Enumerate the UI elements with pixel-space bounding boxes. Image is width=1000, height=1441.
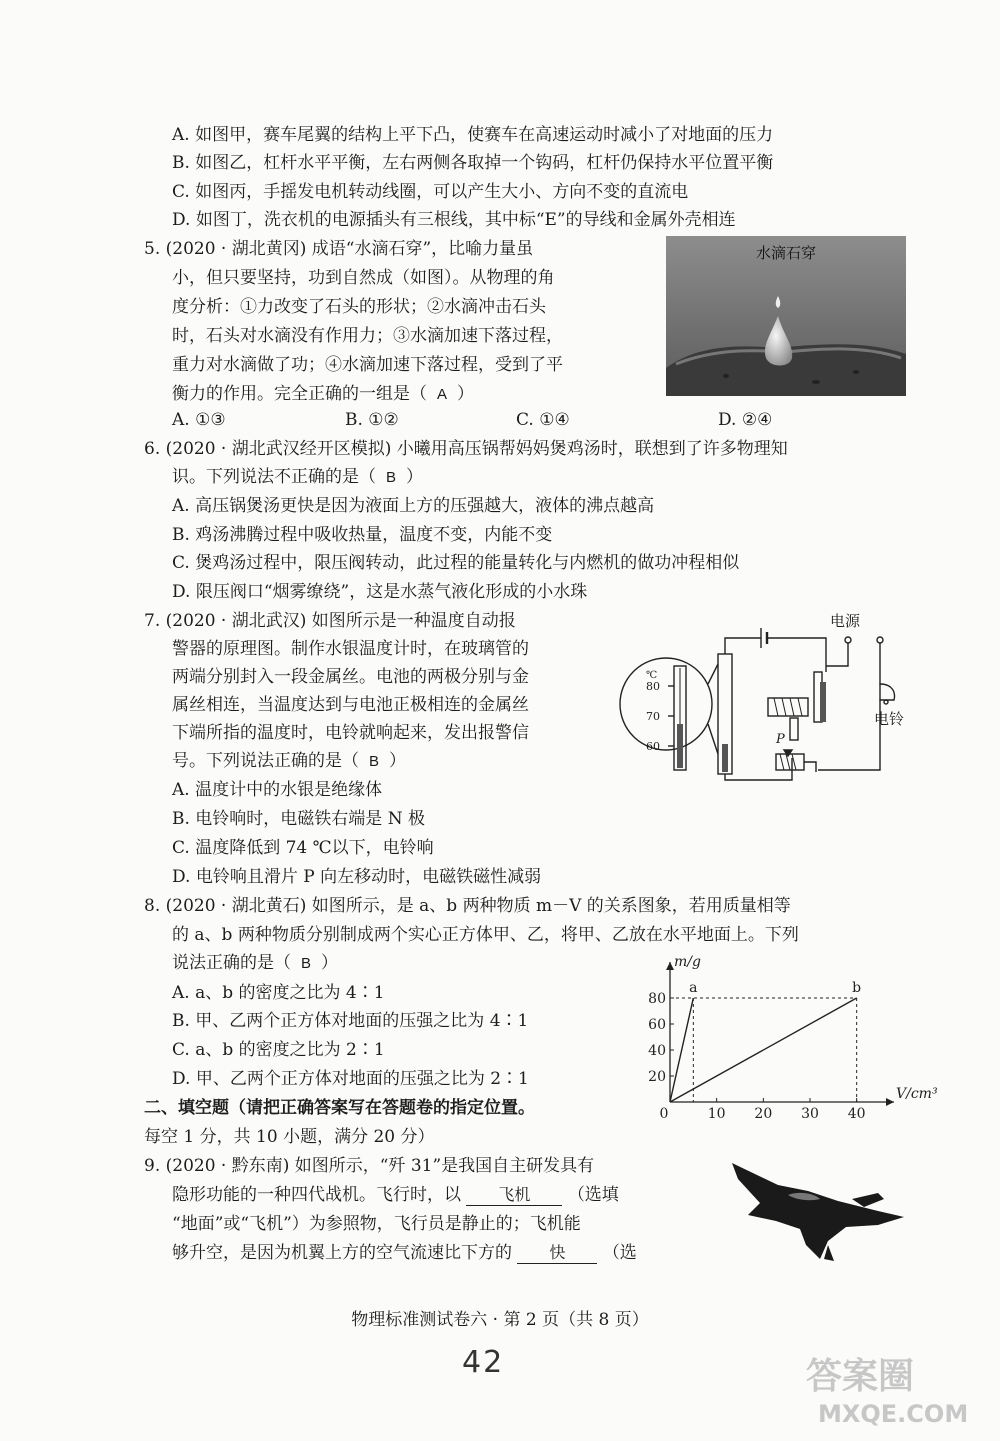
q9-line-4-start: 够升空，是因为机翼上方的空气流速比下方的: [172, 1243, 512, 1263]
q9-blank-1: 飞机: [466, 1185, 562, 1206]
watermark-logo: 答案圈: [806, 1356, 915, 1397]
q6-stem-end: 识。下列说法不正确的是（: [172, 467, 376, 487]
q9-line-4: [172, 1240, 637, 1266]
q8-option-b: B. 甲、乙两个正方体对地面的压强之比为 4∶1: [172, 1011, 529, 1031]
temperature-alarm-circuit: [616, 604, 916, 784]
watermark-url: MXQE.COM: [818, 1400, 969, 1428]
q5-answer: A: [436, 386, 447, 403]
q8-option-a: A. a、b 的密度之比为 4∶1: [172, 983, 385, 1003]
image-caption: 水滴石穿: [755, 244, 816, 262]
bell-label: 电铃: [874, 710, 905, 728]
q6-answer: B: [385, 469, 396, 486]
x-tick-label-30: 30: [801, 1106, 819, 1122]
q9-line-2-end: （选填: [567, 1185, 619, 1205]
q5-option-a: A. ①③: [172, 410, 226, 430]
section-2-note: 每空 1 分，共 10 小题，满分 20 分）: [144, 1127, 435, 1147]
q7-line-5: 下端所指的温度时，电铃就响起来，发出报警信: [172, 723, 529, 743]
y-tick-label-20: 20: [648, 1069, 666, 1085]
q6-option-b: B. 鸡汤沸腾过程中吸收热量，温度不变，内能不变: [172, 525, 553, 545]
y-tick-label-60: 60: [648, 1017, 666, 1033]
q8-line-1: 8. (2020 · 湖北黄石) 如图所示，是 a、b 两种物质 m－V 的关系图象，若用质量相等: [144, 896, 791, 916]
x-axis-arrow: [886, 1098, 894, 1106]
q5-line-2: 小，但只要坚持，功到自然成（如图）。从物理的角: [172, 268, 555, 288]
q5-line-6: [172, 381, 474, 408]
fighter-jet-image: [728, 1155, 908, 1265]
x-tick-label-10: 10: [707, 1106, 726, 1122]
q5-line-4: 时，石头对水滴没有作用力；③水滴加速下落过程，: [172, 326, 563, 346]
q6-line-1: 6. (2020 · 湖北武汉经开区模拟) 小曦用高压锅帮妈妈煲鸡汤时，联想到了许多物理知: [144, 439, 788, 459]
q8-stem-end: 说法正确的是（: [172, 953, 291, 973]
m-v-chart-svg: [636, 950, 938, 1125]
q5-option-d: D. ②④: [718, 410, 773, 430]
q8-close-paren: ）: [321, 953, 338, 973]
q7-line-3: 两端分别封入一段金属丝。电池的两极分别与金: [172, 667, 529, 687]
y-axis-label: m/g: [674, 954, 701, 970]
q8-option-d: D. 甲、乙两个正方体对地面的压强之比为 2∶1: [172, 1069, 529, 1089]
q7-option-b: B. 电铃响时，电磁铁右端是 N 极: [172, 809, 425, 829]
q5-close-paren: ）: [457, 384, 474, 404]
tick-80-label: 80: [646, 680, 660, 693]
q7-close-paren: ）: [389, 751, 406, 771]
q7-option-a: A. 温度计中的水银是绝缘体: [172, 780, 383, 800]
power-source-label: 电源: [830, 612, 861, 630]
q6-option-a: A. 高压锅煲汤更快是因为液面上方的压强越大，液体的沸点越高: [172, 496, 655, 516]
series-label-a: a: [689, 980, 698, 996]
q5-line-5: 重力对水滴做了功；④水滴加速下落过程，受到了平: [172, 355, 563, 375]
q4-option-b: B. 如图乙，杠杆水平平衡，左右两侧各取掉一个钩码，杠杆仍保持水平位置平衡: [172, 153, 774, 173]
q8-line-3: [172, 950, 338, 977]
thermometer-unit-label: ℃: [646, 670, 658, 681]
q9-line-3: “地面”或“飞机”）为参照物，飞行员是静止的；飞机能: [172, 1214, 581, 1234]
y-tick-label-80: 80: [648, 991, 666, 1007]
section-2-heading: 二、填空题（请把正确答案写在答题卷的指定位置。: [144, 1098, 535, 1118]
x-tick-label-20: 20: [754, 1106, 773, 1122]
y-tick-label-40: 40: [648, 1043, 666, 1059]
q5-stem-end: 衡力的作用。完全正确的一组是（: [172, 384, 427, 404]
series-line-b: [670, 998, 857, 1102]
q8-answer: B: [300, 955, 311, 972]
q9-line-1: 9. (2020 · 黔东南) 如图所示，“歼 31”是我国自主研发具有: [144, 1156, 595, 1176]
q9-line-4-end: （选: [602, 1243, 637, 1263]
q7-line-6: [172, 748, 406, 775]
q6-line-2: [172, 464, 423, 491]
q7-answer: B: [368, 753, 379, 770]
q6-close-paren: ）: [406, 467, 423, 487]
q9-line-2: [172, 1182, 619, 1208]
q7-line-2: 警器的原理图。制作水银温度计时，在玻璃管的: [172, 639, 529, 659]
q8-line-2: 的 a、b 两种物质分别制成两个实心正方体甲、乙，将甲、乙放在水平地面上。下列: [172, 925, 799, 945]
q4-option-a: A. 如图甲，赛车尾翼的结构上平下凸，使赛车在高速运动时减小了对地面的压力: [172, 125, 774, 145]
q4-option-d: D. 如图丁，洗衣机的电源插头有三根线，其中标“E”的导线和金属外壳相连: [172, 210, 736, 230]
x-axis-label: V/cm³: [896, 1086, 938, 1102]
q8-option-c: C. a、b 的密度之比为 2∶1: [172, 1040, 385, 1060]
q9-line-2-start: 隐形功能的一种四代战机。飞行时，以: [172, 1185, 461, 1205]
q6-option-c: C. 煲鸡汤过程中，限压阀转动，此过程的能量转化与内燃机的做功冲程相似: [172, 553, 740, 573]
q5-option-c: C. ①④: [516, 410, 570, 430]
q5-line-1: 5. (2020 · 湖北黄冈) 成语“水滴石穿”，比喻力量虽: [144, 239, 534, 259]
q9-blank-2: 快: [517, 1243, 597, 1264]
q5-line-3: 度分析：①力改变了石头的形状；②水滴冲击石头: [172, 297, 546, 317]
water-drop-stone-image: [666, 236, 906, 396]
handwritten-page-number: 42: [462, 1345, 505, 1380]
origin-label: 0: [659, 1106, 669, 1122]
q7-option-c: C. 温度降低到 74 ℃以下，电铃响: [172, 838, 434, 858]
q4-option-c: C. 如图丙，手摇发电机转动线圈，可以产生大小、方向不变的直流电: [172, 182, 689, 202]
q7-stem-end: 号。下列说法正确的是（: [172, 751, 359, 771]
series-label-b: b: [852, 980, 862, 996]
slider-p-label: P: [776, 732, 785, 747]
x-tick-label-40: 40: [847, 1106, 866, 1122]
q5-option-b: B. ①②: [345, 410, 399, 430]
tick-60-label: 60: [646, 740, 660, 753]
q6-option-d: D. 限压阀口“烟雾缭绕”，这是水蒸气液化形成的小水珠: [172, 582, 588, 602]
q7-option-d: D. 电铃响且滑片 P 向左移动时，电磁铁磁性减弱: [172, 867, 542, 887]
y-axis-arrow: [666, 962, 674, 970]
m-v-chart: [636, 950, 938, 1125]
q7-line-1: 7. (2020 · 湖北武汉) 如图所示是一种温度自动报: [144, 611, 516, 631]
page-footer: 物理标准测试卷六 · 第 2 页（共 8 页）: [351, 1310, 649, 1330]
q7-line-4: 属丝相连，当温度达到与电池正极相连的金属丝: [172, 695, 529, 715]
tick-70-label: 70: [646, 710, 660, 723]
